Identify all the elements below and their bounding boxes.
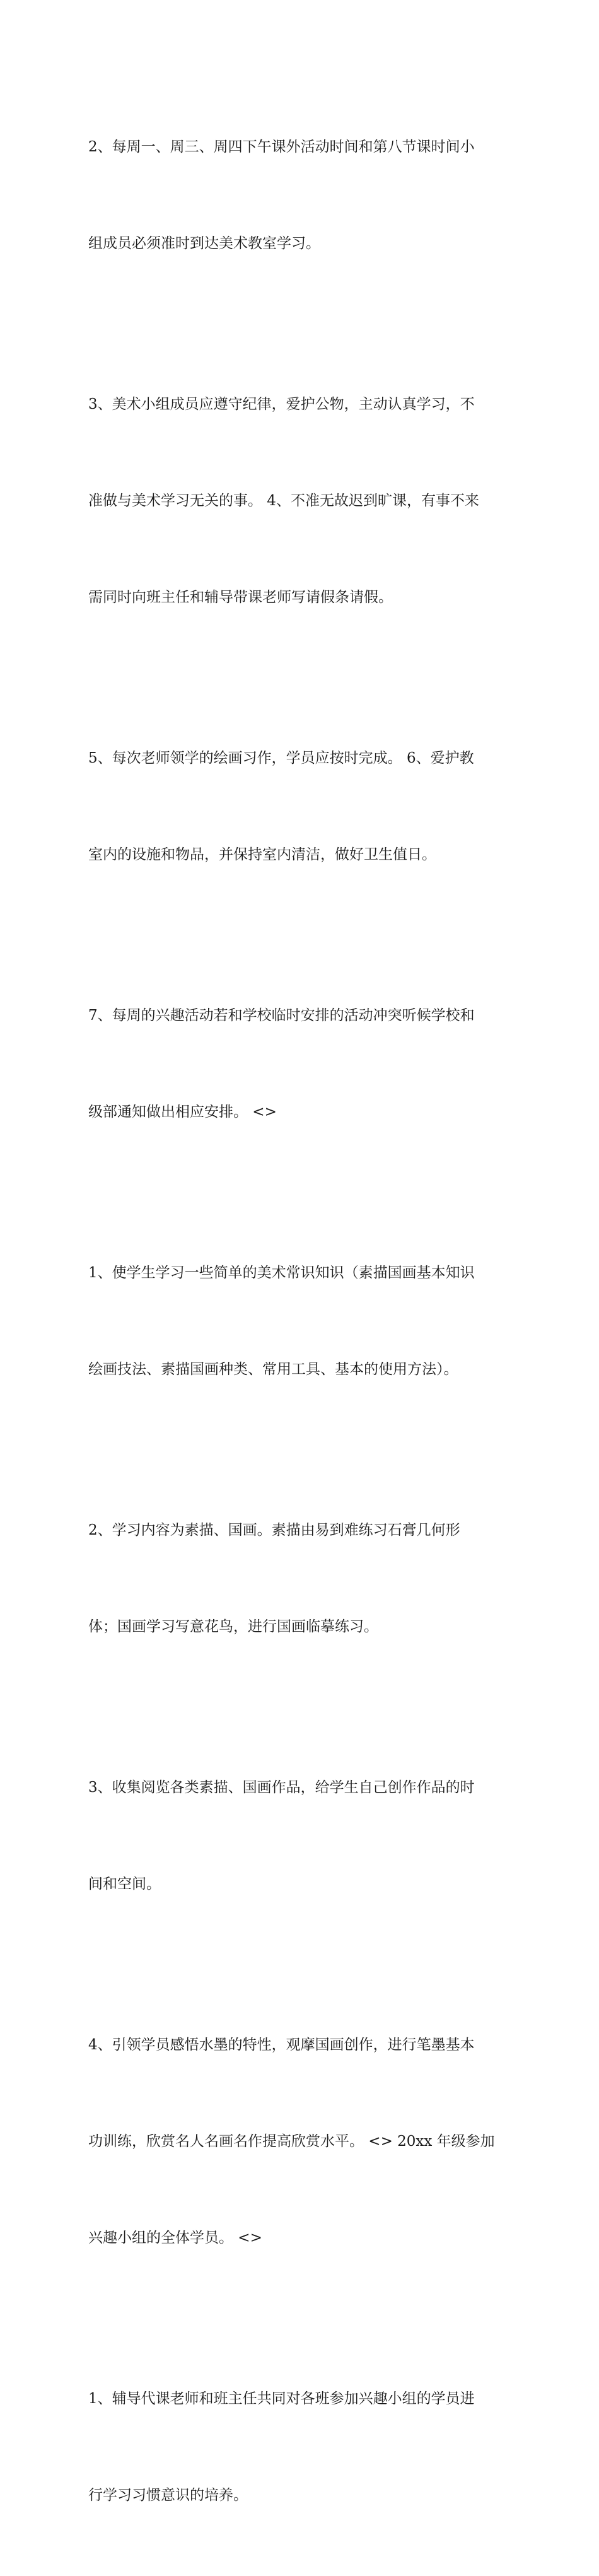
text-line: 体；国画学习写意花鸟，进行国画临摹练习。 (88, 1619, 378, 1635)
text-line: 7、每周的兴趣活动若和学校临时安排的活动冲突听候学校和 (88, 1007, 475, 1024)
text-line: 1、辅导代课老师和班主任共同对各班参加兴趣小组的学员进 (88, 2391, 475, 2407)
text-line: 2、每周一、周三、周四下午课外活动时间和第八节课时间小 (88, 139, 475, 155)
paragraph-rule-5 (88, 678, 511, 935)
text-line: 3、收集阅览各类素描、国画作品，给学生自己创作作品的时 (88, 1779, 475, 1796)
text-line: 级部通知做出相应安排。 <> (88, 1104, 277, 1120)
paragraph-content-4 (88, 1965, 511, 2319)
text-line: 需同时向班主任和辅导带课老师写请假条请假。 (88, 589, 393, 606)
text-line: 绘画技法、素描国画种类、常用工具、基本的使用方法）。 (88, 1361, 458, 1378)
paragraph-content-1 (88, 1193, 511, 1450)
text-line: 2、学习内容为素描、国画。素描由易到难练习石膏几何形 (88, 1522, 460, 1538)
text-line: 行学习习惯意识的培养。 (88, 2487, 248, 2503)
text-line: 4、引领学员感悟水墨的特性，观摩国画创作，进行笔墨基本 (88, 2037, 475, 2053)
paragraph-content-3 (88, 1707, 511, 1965)
paragraph-rule-2 (88, 67, 511, 324)
paragraph-measure-1 (88, 2319, 511, 2576)
text-line: 5、每次老师领学的绘画习作，学员应按时完成。 6、爱护教 (88, 750, 474, 766)
text-line: 准做与美术学习无关的事。 4、不准无故迟到旷课，有事不来 (88, 493, 479, 509)
text-line: 组成员必须准时到达美术教室学习。 (88, 235, 320, 252)
text-line: 功训练，欣赏名人名画名作提高欣赏水平。 <> 20xx 年级参加 (88, 2133, 495, 2150)
text-line: 兴趣小组的全体学员。 <> (88, 2230, 262, 2246)
document-body (88, 67, 511, 2576)
paragraph-content-2 (88, 1450, 511, 1707)
text-line: 间和空间。 (88, 1876, 161, 1892)
text-line: 1、使学生学习一些简单的美术常识知识（素描国画基本知识 (88, 1265, 475, 1281)
paragraph-rule-3 (88, 324, 511, 678)
text-line: 3、美术小组成员应遵守纪律，爱护公物，主动认真学习，不 (88, 396, 475, 413)
text-line: 室内的设施和物品，并保持室内清洁，做好卫生值日。 (88, 846, 436, 863)
paragraph-rule-7 (88, 935, 511, 1193)
